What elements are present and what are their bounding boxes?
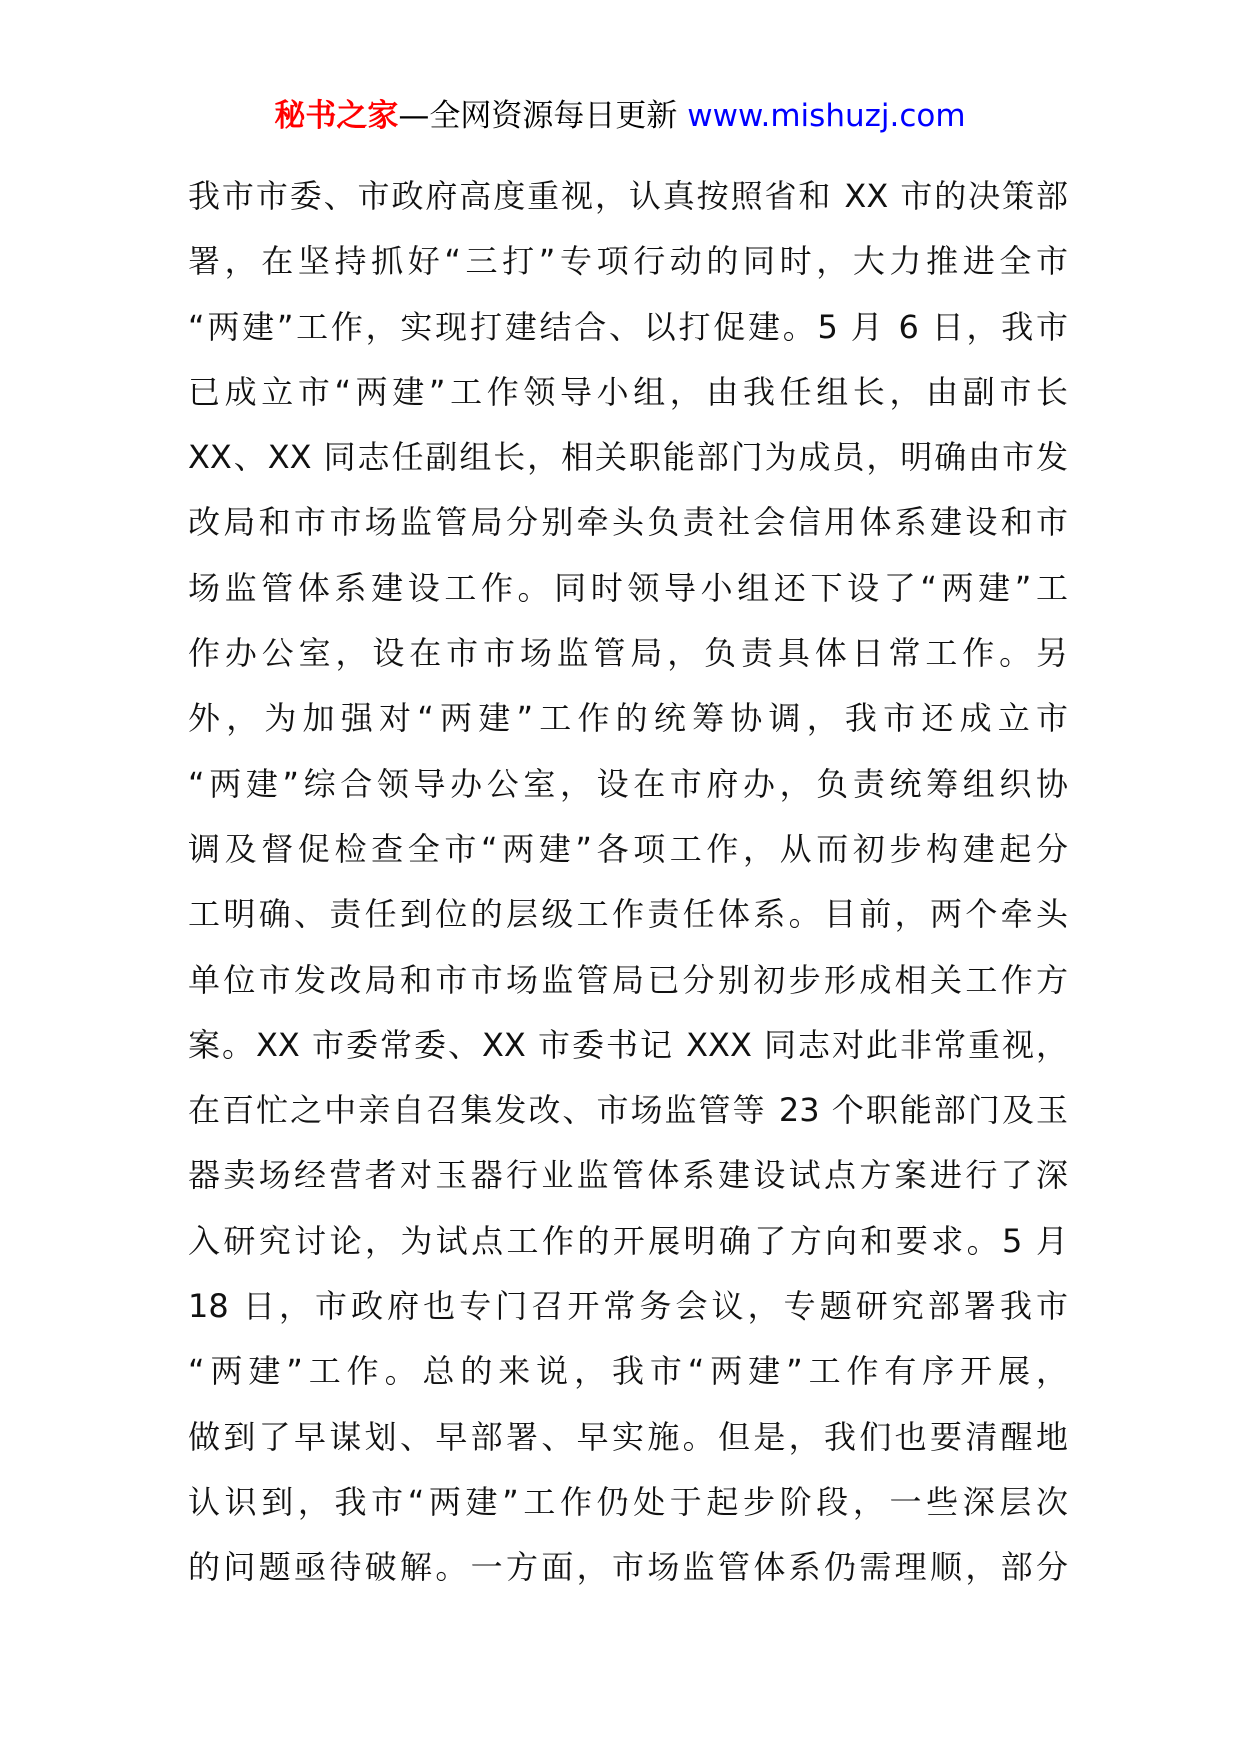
text-line: XX、XX 同志任副组长，相关职能部门为成员，明确由市发	[188, 438, 1068, 477]
text-line: “两建”工作。总的来说，我市“两建”工作有序开展，	[188, 1352, 1068, 1391]
text-line: 认识到，我市“两建”工作仍处于起步阶段，一些深层次	[188, 1482, 1068, 1521]
text-line: 做到了早谋划、早部署、早实施。但是，我们也要清醒地	[188, 1417, 1068, 1456]
text-line: 我市市委、市政府高度重视，认真按照省和 XX 市的决策部	[188, 177, 1068, 215]
text-line: 调及督促检查全市“两建”各项工作，从而初步构建起分	[188, 829, 1068, 868]
text-line: “两建”综合领导办公室，设在市府办，负责统筹组织协	[188, 764, 1068, 803]
header-tagline: —全网资源每日更新	[398, 98, 688, 134]
text-line: 18 日，市政府也专门召开常务会议，专题研究部署我市	[188, 1287, 1068, 1326]
text-line: 入研究讨论，为试点工作的开展明确了方向和要求。5 月	[188, 1221, 1068, 1260]
brand-name: 秘书之家	[274, 98, 399, 134]
site-header	[0, 96, 1240, 136]
text-line: 作办公室，设在市市场监管局，负责具体日常工作。另	[188, 634, 1068, 673]
text-line: 工明确、责任到位的层级工作责任体系。目前，两个牵头	[188, 895, 1068, 934]
text-line: 已成立市“两建”工作领导小组，由我任组长，由副市长	[188, 372, 1068, 411]
text-line: 的问题亟待破解。一方面，市场监管体系仍需理顺，部分	[188, 1548, 1068, 1587]
text-line: 案。XX 市委常委、XX 市委书记 XXX 同志对此非常重视，	[188, 1025, 1068, 1064]
text-line: 器卖场经营者对玉器行业监管体系建设试点方案进行了深	[188, 1156, 1068, 1195]
text-line: 外，为加强对“两建”工作的统筹协调，我市还成立市	[188, 699, 1068, 738]
text-line: 场监管体系建设工作。同时领导小组还下设了“两建”工	[188, 568, 1068, 607]
text-line: 在百忙之中亲自召集发改、市场监管等 23 个职能部门及玉	[188, 1091, 1068, 1130]
text-line: “两建”工作，实现打建结合、以打促建。5 月 6 日，我市	[188, 307, 1068, 346]
text-line: 改局和市市场监管局分别牵头负责社会信用体系建设和市	[188, 503, 1068, 542]
text-line: 单位市发改局和市市场监管局已分别初步形成相关工作方	[188, 960, 1068, 999]
site-url-link[interactable]: www.mishuzj.com	[687, 98, 966, 134]
document-body	[188, 164, 1068, 1601]
text-line: 署，在坚持抓好“三打”专项行动的同时，大力推进全市	[188, 242, 1068, 281]
